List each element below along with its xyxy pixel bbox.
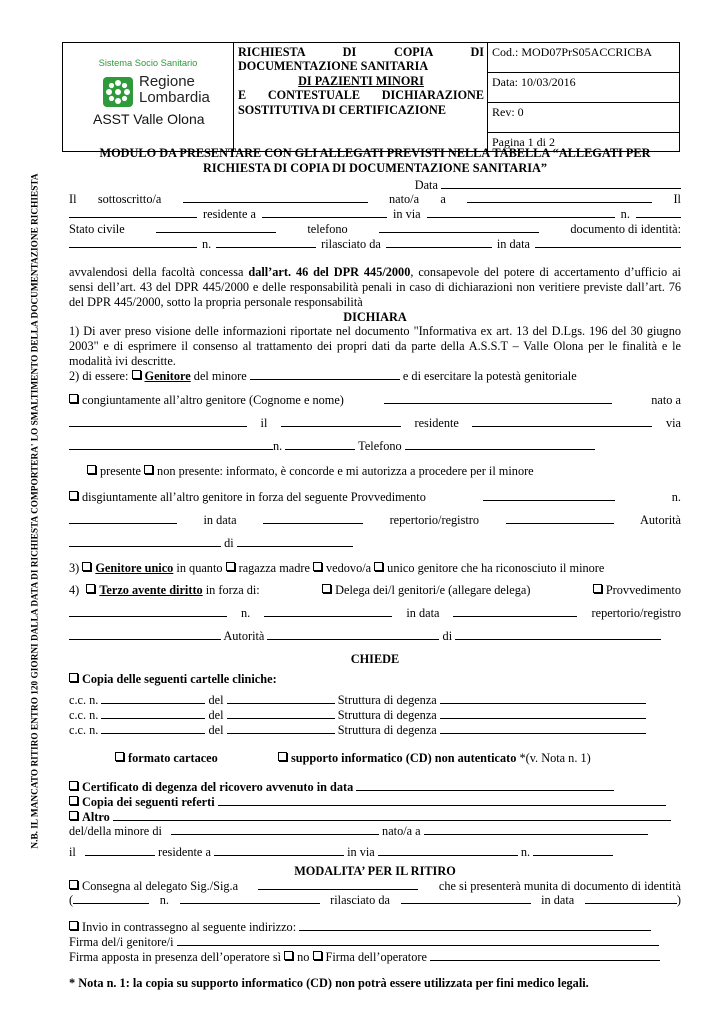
third-party-number-field[interactable] <box>264 606 392 617</box>
lombardia-cross-icon <box>103 77 133 107</box>
checkbox-firma-operatore[interactable] <box>313 951 322 960</box>
delegate-issuer-field[interactable] <box>401 893 531 904</box>
checkbox-congiuntamente[interactable] <box>69 394 78 403</box>
chiede-heading: CHIEDE <box>350 651 400 666</box>
minor-residence-row: il residente a in via n. <box>69 845 681 860</box>
residence-row: residente a in via n. <box>69 207 681 222</box>
minor-fullname-field[interactable] <box>171 824 379 835</box>
minor-street-number-field[interactable] <box>533 845 613 856</box>
mail-row: Invio in contrassegno al seguente indirizzo: <box>69 920 681 935</box>
logo-cell <box>63 43 234 152</box>
delegate-name-field[interactable] <box>258 879 418 890</box>
document-row: n. rilasciato da in data <box>69 237 681 252</box>
provision-city-field[interactable] <box>237 536 353 547</box>
date-field[interactable] <box>441 178 681 189</box>
residence-city-field[interactable] <box>262 207 387 218</box>
reports-row: Copia dei seguenti referti <box>69 795 681 810</box>
other-row: Altro <box>69 810 681 825</box>
logo-system-text: Sistema Socio Sanitario <box>98 58 198 68</box>
checkbox-supporto-cd[interactable] <box>278 752 287 761</box>
record-date-field[interactable] <box>227 723 335 734</box>
checkbox-referti[interactable] <box>69 796 78 805</box>
checkbox-non-presente[interactable] <box>144 465 153 474</box>
document-revision: Rev: 0 <box>488 103 680 133</box>
birthplace-field[interactable] <box>467 192 652 203</box>
document-header <box>62 42 680 152</box>
declaration-point-3: 3) Genitore unico in quanto ragazza madre vedovo/a unico genitore che ha riconosciuto il minore <box>69 560 605 575</box>
other-parent-street-field[interactable] <box>69 439 273 450</box>
delegate-date-field[interactable] <box>585 893 677 904</box>
minor-row: del/della minore di nato/a a <box>69 824 681 839</box>
logo-region: Regione Lombardia <box>139 73 210 106</box>
checkbox-presente[interactable] <box>87 465 96 474</box>
provision-register-field[interactable] <box>506 513 614 524</box>
form-heading: MODULO DA PRESENTARE CON GLI ALLEGATI PREVISTI NELLA TABELLA “ALLEGATI PER RICHIESTA DI COPIA DI DOCUMENTAZIONE SANITARIA” <box>99 146 651 175</box>
record-ward-field[interactable] <box>440 693 646 704</box>
minor-residence-field[interactable] <box>214 845 344 856</box>
third-party-row: n. in data repertorio/registro <box>69 606 681 621</box>
delegate-document-number-field[interactable] <box>180 893 320 904</box>
checkbox-cartelle[interactable] <box>69 673 78 682</box>
record-date-field[interactable] <box>227 693 335 704</box>
provision-row: in data repertorio/registro Autorità <box>69 513 681 528</box>
provision-date-field[interactable] <box>263 513 363 524</box>
checkbox-provvedimento[interactable] <box>593 584 602 593</box>
checkbox-consegna[interactable] <box>69 880 78 889</box>
third-party-city-field[interactable] <box>455 629 661 640</box>
format-row: formato cartaceo supporto informatico (CD) non autenticato *(v. Nota n. 1) <box>69 751 681 766</box>
record-number-field[interactable] <box>101 708 205 719</box>
page-number: Pagina 1 di 2 <box>488 133 680 152</box>
record-number-field[interactable] <box>101 693 205 704</box>
record-number-field[interactable] <box>101 723 205 734</box>
civil-status-row: Stato civile telefono documento di identità: <box>69 221 681 236</box>
provision-authority-field[interactable] <box>69 536 221 547</box>
pickup-heading: MODALITA’ PER IL RITIRO <box>294 863 456 878</box>
applicant-row: Il sottoscritto/a nato/a a Il <box>69 192 681 207</box>
birthdate-field[interactable] <box>69 207 197 218</box>
logo-asst: ASST Valle Olona <box>93 111 205 127</box>
id-document-field[interactable] <box>69 237 197 248</box>
document-code: Cod.: MOD07PrS05ACCRICBA <box>488 43 680 73</box>
parent-signature-row: Firma del/i genitore/i <box>69 935 681 950</box>
parent-signature-field[interactable] <box>177 935 659 946</box>
checkbox-unico[interactable] <box>374 562 383 571</box>
clinical-records-list <box>69 693 681 737</box>
third-party-date-field[interactable] <box>453 606 577 617</box>
footnote: * Nota n. 1: la copia su supporto informatico (CD) non potrà essere utilizzata per fini medico legali. <box>69 976 589 991</box>
phone-field[interactable] <box>379 222 539 233</box>
other-parent-street-number-field[interactable] <box>285 439 355 450</box>
delegate-row: Consegna al delegato Sig./Sig.a che si presenterà munita di documento di identità <box>69 879 681 894</box>
declaration-point-4: 4) Terzo avente diritto in forza di: Delega dei/l genitori/e (allegare delega) Provvedimento <box>69 583 681 598</box>
document-title: RICHIESTA DI COPIA DI DOCUMENTAZIONE SANITARIA DI PAZIENTI MINORI E CONTESTUALE DICHIARAZIONE SOSTITUTIVA DI CERTIFICAZIONE <box>234 43 488 152</box>
third-party-provision-field[interactable] <box>69 606 227 617</box>
other-parent-phone-row: n. Telefono <box>69 439 681 454</box>
delegate-document-row: ( n. rilasciato da in data ) <box>69 893 681 908</box>
separately-row: disgiuntamente all’altro genitore in forza del seguente Provvedimento n. <box>69 490 681 505</box>
id-date-field[interactable] <box>535 237 681 248</box>
checkbox-invio[interactable] <box>69 921 78 930</box>
other-field[interactable] <box>113 810 671 821</box>
record-date-field[interactable] <box>227 708 335 719</box>
minor-street-field[interactable] <box>378 845 518 856</box>
checkbox-vedovo[interactable] <box>313 562 322 571</box>
dichiara-heading: DICHIARA <box>343 309 407 324</box>
date-row: Data <box>69 178 681 193</box>
other-parent-row: il residente via <box>69 416 681 431</box>
form-body <box>69 146 681 991</box>
delegate-document-field[interactable] <box>73 893 149 904</box>
street-field[interactable] <box>427 207 615 218</box>
provision-authority-row: di <box>69 536 681 551</box>
provision-number-field[interactable] <box>69 513 177 524</box>
side-note: N.B. IL MANCATO RITIRO ENTRO 120 GIORNI DALLA DATA DI RICHIESTA COMPORTERA' LO SMALTIMENTO DELLA DOCUMENTAZIONE RICHIESTA <box>30 173 41 849</box>
other-parent-residence-field[interactable] <box>472 416 652 427</box>
third-party-authority-row: Autorità di <box>69 629 681 644</box>
document-date: Data: 10/03/2016 <box>488 73 680 103</box>
other-parent-name-field[interactable] <box>384 393 612 404</box>
other-parent-birthplace-field[interactable] <box>69 416 247 427</box>
presence-row: presente non presente: informato, è concorde e mi autorizza a procedere per il minore <box>69 464 681 479</box>
declaration-point-1: 1) Di aver preso visione delle informazioni riportate nel documento "Informativa ex art. 13 del D.Lgs. 196 del 30 giugno 2003" e di esprimere il consenso al trattamento dei propri dati da parte della A.S.S.T – Valle Olona per le finalità e le modalità ivi descritte. <box>69 324 681 368</box>
certificate-row: Certificato di degenza del ricovero avvenuto in data <box>69 780 681 795</box>
clinical-record-row: c.c. n. del Struttura di degenza <box>69 693 681 708</box>
clinical-records-label: Copia delle seguenti cartelle cliniche: <box>69 672 681 687</box>
provision-field[interactable] <box>483 490 615 501</box>
minor-birthdate-field[interactable] <box>85 845 155 856</box>
other-parent-phone-field[interactable] <box>405 439 595 450</box>
other-requests <box>69 780 681 860</box>
operator-signature-row: Firma apposta in presenza dell’operatore sì no Firma dell’operatore <box>69 950 681 965</box>
id-number-field[interactable] <box>216 237 316 248</box>
clinical-record-row: c.c. n. del Struttura di degenza <box>69 723 681 738</box>
declaration-point-2: 2) di essere: Genitore del minore e di esercitare la potestà genitoriale <box>69 368 577 383</box>
minor-name-field[interactable] <box>250 369 400 380</box>
clinical-record-row: c.c. n. del Struttura di degenza <box>69 708 681 723</box>
id-issuer-field[interactable] <box>386 237 492 248</box>
checkbox-ragazza-madre[interactable] <box>226 562 235 571</box>
third-party-authority-field[interactable] <box>267 629 439 640</box>
checkbox-genitore[interactable] <box>132 370 141 379</box>
checkbox-altro[interactable] <box>69 811 78 820</box>
other-parent-birthdate-field[interactable] <box>281 416 401 427</box>
legal-paragraph: avvalendosi della facoltà concessa dall’art. 46 del DPR 445/2000, consapevole del potere di accertamento d’ufficio ai sensi dell’art. 43 del DPR 445/2000 e delle responsabilità penali in caso di dichiarazioni non veritiere previste dall’art. 76 del DPR 445/2000, sotto la propria personale responsabilità <box>69 265 681 309</box>
checkbox-genitore-unico[interactable] <box>82 562 91 571</box>
civil-status-field[interactable] <box>156 222 276 233</box>
checkbox-disgiuntamente[interactable] <box>69 491 78 500</box>
applicant-name-field[interactable] <box>183 192 368 203</box>
third-party-register-field[interactable] <box>69 629 221 640</box>
operator-signature-field[interactable] <box>430 950 660 961</box>
minor-birthplace-field[interactable] <box>424 824 648 835</box>
record-ward-field[interactable] <box>440 708 646 719</box>
reports-field[interactable] <box>218 795 666 806</box>
record-ward-field[interactable] <box>440 723 646 734</box>
street-number-field[interactable] <box>636 207 681 218</box>
jointly-row: congiuntamente all’altro genitore (Cognome e nome) nato a <box>69 393 681 408</box>
checkbox-terzo[interactable] <box>86 584 95 593</box>
checkbox-delega[interactable] <box>322 584 331 593</box>
mail-address-field[interactable] <box>299 920 651 931</box>
checkbox-no[interactable] <box>284 951 293 960</box>
certificate-date-field[interactable] <box>356 780 614 791</box>
checkbox-formato-cartaceo[interactable] <box>115 752 124 761</box>
checkbox-certificato[interactable] <box>69 781 78 790</box>
